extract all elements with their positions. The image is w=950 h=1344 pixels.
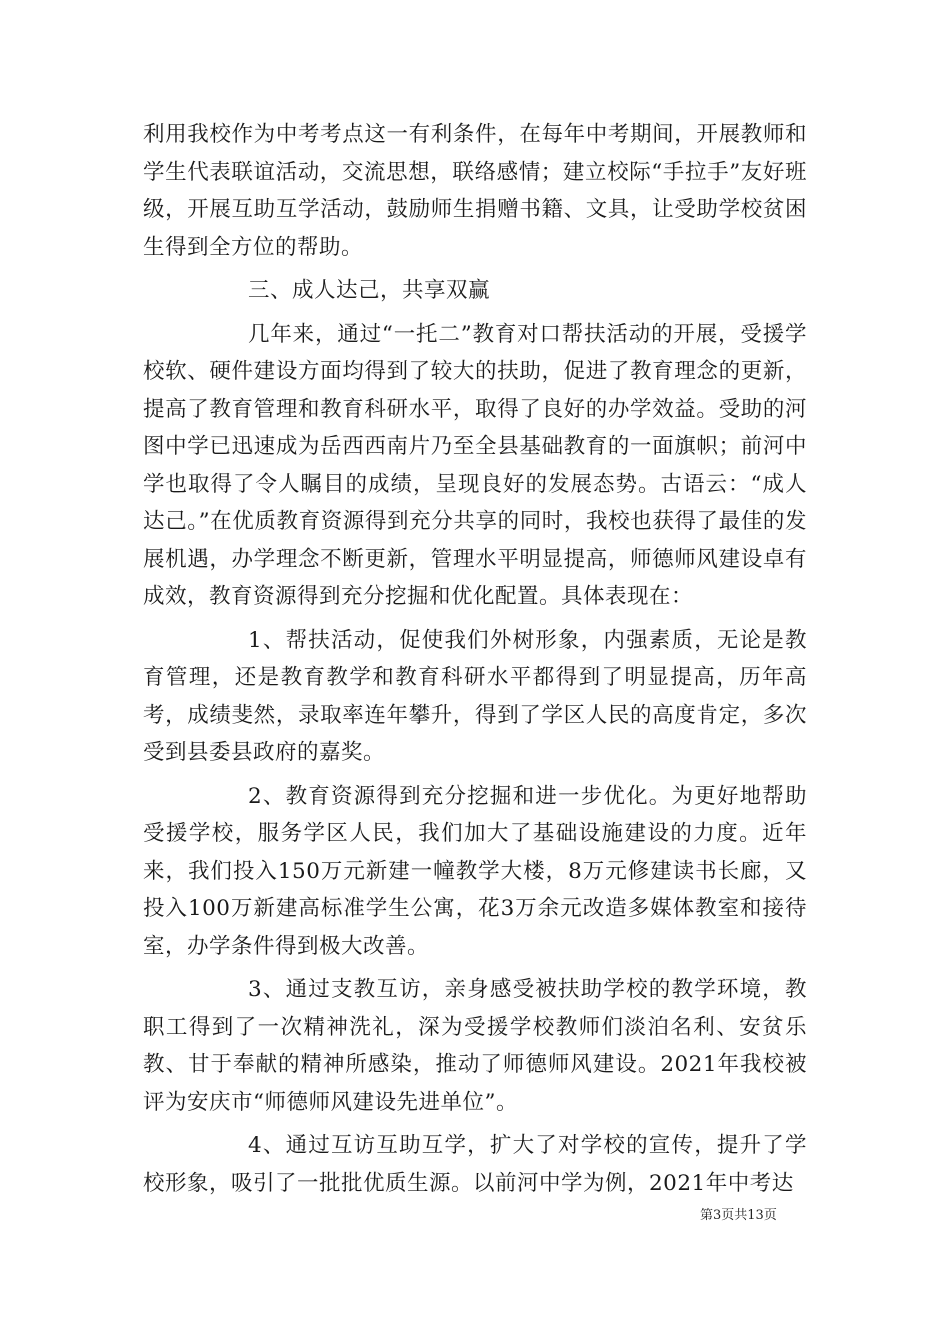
list-item-2: 2、教育资源得到充分挖掘和进一步优化。为更好地帮助受援学校，服务学区人民，我们加大了基础设施建设的力度。近年来，我们投入150万元新建一幢教学大楼，8万元修建读书长廊，又投入100万新建高标准学生公寓，花3万余元改造多媒体教室和接待室，办学条件得到极大改善。 (143, 783, 807, 959)
paragraph-intro: 几年来，通过“一托二”教育对口帮扶活动的开展，受援学校软、硬件建设方面均得到了较大的扶助，促进了教育理念的更新，提高了教育管理和教育科研水平，取得了良好的办学效益。受助的河图中学已迅速成为岳西西南片乃至全县基础教育的一面旗帜；前河中学也取得了令人瞩目的成绩，呈现良好的发展态势。古语云：“成人达己。”在优质教育资源得到充分共享的同时，我校也获得了最佳的发展机遇，办学理念不断更新，管理水平明显提高，师德师风建设卓有成效，教育资源得到充分挖掘和优化配置。具体表现在： (143, 321, 807, 609)
page-number-footer: 第3页共13页 (700, 1208, 777, 1223)
section-heading: 三、成人达己，共享双赢 (248, 278, 491, 303)
list-item-1: 1、帮扶活动，促使我们外树形象，内强素质，无论是教育管理，还是教育教学和教育科研水平都得到了明显提高，历年高考，成绩斐然，录取率连年攀升，得到了学区人民的高度肯定，多次受到县委县政府的嘉奖。 (143, 627, 807, 765)
paragraph-continuation: 利用我校作为中考考点这一有利条件，在每年中考期间，开展教师和学生代表联谊活动，交流思想，联络感情；建立校际“手拉手”友好班级，开展互助互学活动，鼓励师生捐赠书籍、文具，让受助学校贫困生得到全方位的帮助。 (143, 122, 807, 260)
document-body (143, 116, 807, 1208)
list-item-3: 3、通过支教互访，亲身感受被扶助学校的教学环境，教职工得到了一次精神洗礼，深为受援学校教师们淡泊名利、安贫乐教、甘于奉献的精神所感染，推动了师德师风建设。2021年我校被评为安庆市“师德师风建设先进单位”。 (143, 977, 807, 1115)
list-item-4: 4、通过互访互助互学，扩大了对学校的宣传，提升了学校形象，吸引了一批批优质生源。以前河中学为例，2021年中考达 (143, 1133, 807, 1196)
